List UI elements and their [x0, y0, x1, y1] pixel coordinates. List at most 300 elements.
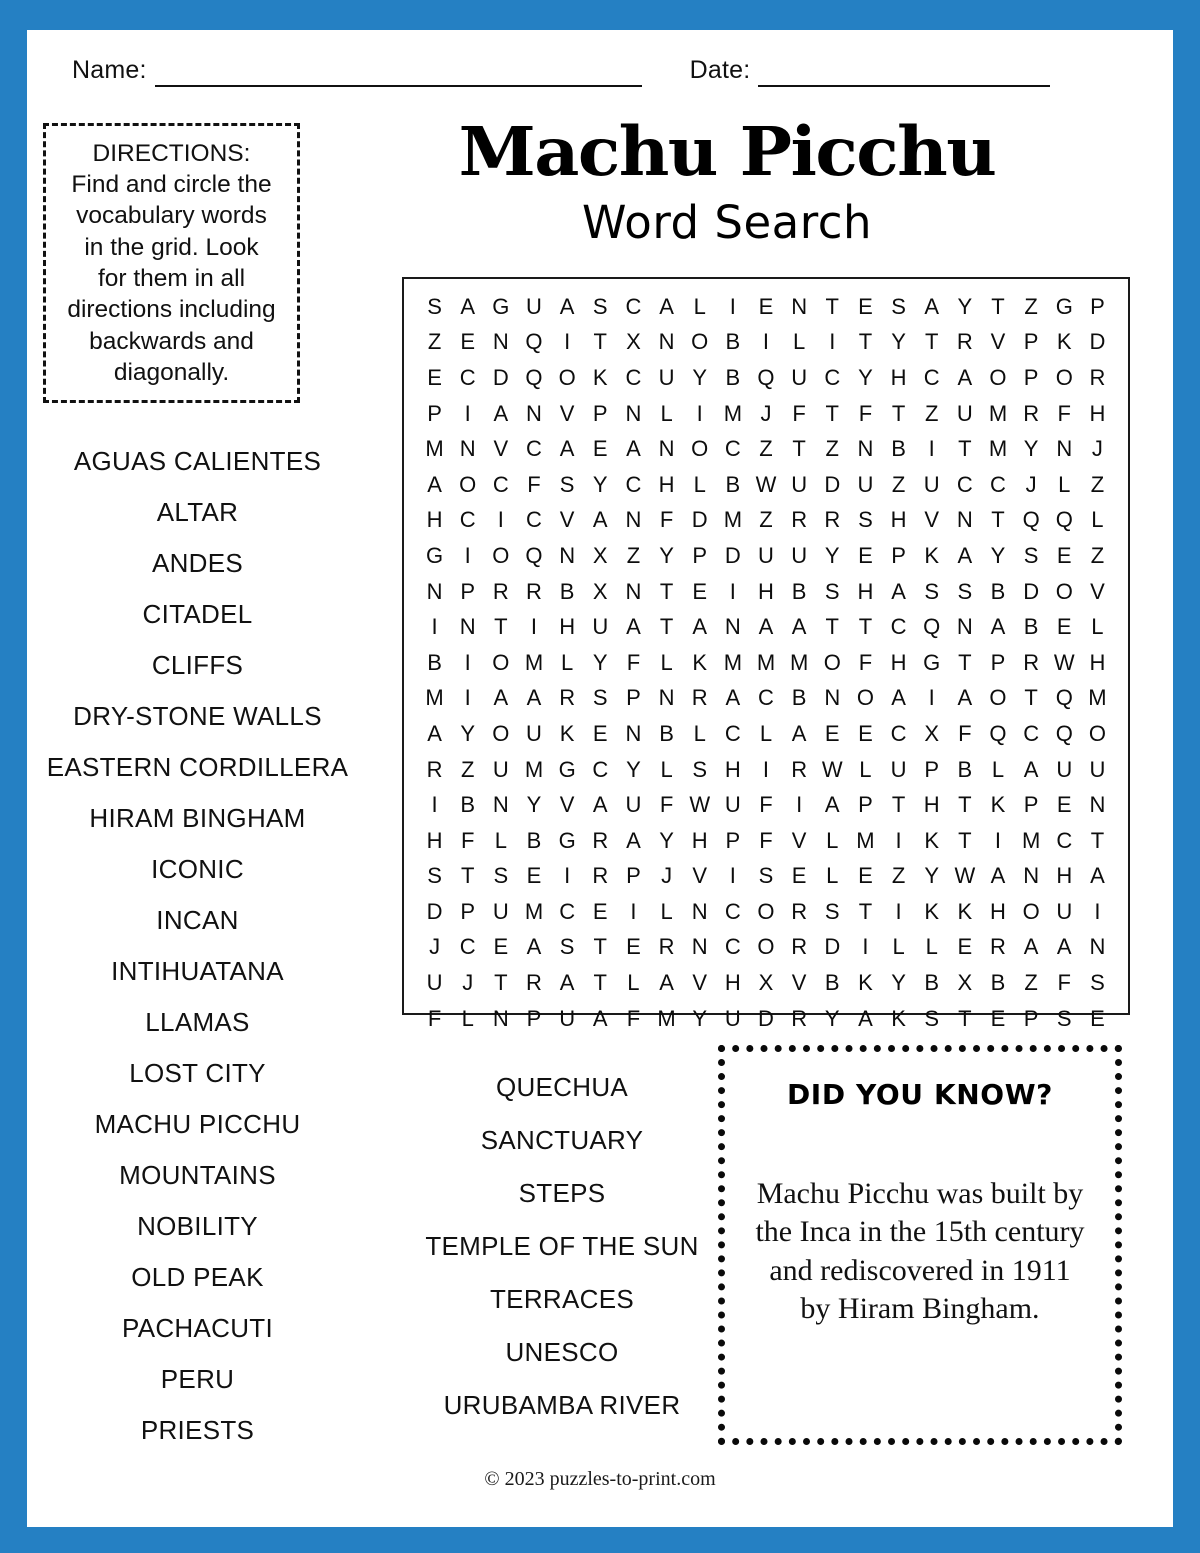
- grid-cell[interactable]: A: [626, 827, 641, 853]
- grid-cell[interactable]: T: [659, 614, 674, 640]
- word-list-item[interactable]: TEMPLE OF THE SUN: [425, 1230, 699, 1261]
- grid-cell[interactable]: T: [991, 293, 1005, 319]
- grid-cell[interactable]: N: [724, 614, 741, 640]
- word-search-grid[interactable]: [418, 289, 1114, 1031]
- grid-cell[interactable]: F: [659, 792, 674, 818]
- grid-cell[interactable]: Z: [460, 756, 475, 782]
- grid-cell[interactable]: T: [958, 1005, 972, 1031]
- grid-cell[interactable]: C: [459, 364, 476, 390]
- grid-cell[interactable]: E: [858, 542, 873, 568]
- grid-cell[interactable]: P: [858, 792, 873, 818]
- grid-cell[interactable]: T: [1090, 827, 1105, 853]
- grid-cell[interactable]: T: [593, 934, 607, 960]
- grid-cell[interactable]: L: [660, 649, 673, 675]
- grid-cell[interactable]: A: [592, 1005, 608, 1031]
- grid-cell[interactable]: A: [559, 436, 575, 462]
- grid-cell[interactable]: M: [723, 400, 743, 426]
- grid-cell[interactable]: T: [825, 400, 839, 426]
- grid-cell[interactable]: A: [626, 614, 641, 640]
- grid-cell[interactable]: U: [492, 898, 509, 924]
- grid-cell[interactable]: F: [858, 649, 873, 675]
- grid-cell[interactable]: T: [593, 970, 607, 996]
- grid-cell[interactable]: O: [492, 649, 510, 675]
- grid-cell[interactable]: M: [988, 436, 1008, 462]
- grid-cell[interactable]: C: [956, 471, 973, 497]
- grid-cell[interactable]: U: [526, 720, 542, 746]
- grid-cell[interactable]: F: [792, 400, 806, 426]
- grid-cell[interactable]: M: [856, 827, 875, 853]
- grid-cell[interactable]: D: [724, 542, 741, 568]
- word-list-item[interactable]: HIRAM BINGHAM: [89, 802, 306, 833]
- grid-cell[interactable]: I: [464, 649, 471, 675]
- grid-cell[interactable]: S: [427, 863, 442, 889]
- grid-cell[interactable]: U: [492, 756, 509, 782]
- grid-cell[interactable]: A: [990, 863, 1006, 889]
- grid-cell[interactable]: Y: [592, 471, 608, 497]
- grid-cell[interactable]: I: [928, 436, 935, 462]
- grid-cell[interactable]: C: [824, 364, 841, 390]
- grid-cell[interactable]: E: [858, 720, 873, 746]
- grid-cell[interactable]: Z: [1090, 471, 1105, 497]
- grid-cell[interactable]: Y: [659, 542, 674, 568]
- grid-cell[interactable]: P: [626, 685, 641, 711]
- grid-cell[interactable]: C: [625, 471, 642, 497]
- grid-cell[interactable]: C: [758, 685, 774, 711]
- word-list-item[interactable]: INTIHUATANA: [111, 955, 284, 986]
- grid-cell[interactable]: S: [957, 578, 973, 604]
- grid-cell[interactable]: M: [988, 400, 1008, 426]
- word-list-item[interactable]: LOST CITY: [129, 1057, 266, 1088]
- grid-cell[interactable]: B: [791, 685, 807, 711]
- grid-cell[interactable]: H: [857, 578, 874, 604]
- grid-cell[interactable]: R: [791, 756, 808, 782]
- grid-cell[interactable]: U: [724, 792, 741, 818]
- grid-cell[interactable]: K: [957, 898, 973, 924]
- grid-cell[interactable]: A: [758, 614, 774, 640]
- grid-cell[interactable]: T: [858, 614, 873, 640]
- grid-cell[interactable]: S: [592, 685, 608, 711]
- grid-cell[interactable]: D: [1089, 329, 1106, 355]
- word-list-item[interactable]: ICONIC: [151, 853, 244, 884]
- grid-cell[interactable]: R: [559, 685, 576, 711]
- grid-cell[interactable]: B: [1023, 614, 1039, 640]
- grid-cell[interactable]: A: [791, 720, 807, 746]
- grid-cell[interactable]: C: [592, 756, 609, 782]
- word-list-item[interactable]: INCAN: [156, 904, 239, 935]
- grid-cell[interactable]: C: [526, 436, 542, 462]
- grid-cell[interactable]: Y: [692, 364, 708, 390]
- grid-cell[interactable]: A: [791, 614, 807, 640]
- grid-cell[interactable]: H: [426, 507, 443, 533]
- grid-cell[interactable]: L: [660, 756, 673, 782]
- grid-cell[interactable]: X: [592, 542, 608, 568]
- grid-cell[interactable]: B: [924, 970, 940, 996]
- grid-cell[interactable]: F: [626, 1005, 641, 1031]
- grid-cell[interactable]: U: [857, 471, 874, 497]
- grid-cell[interactable]: E: [758, 293, 774, 319]
- grid-cell[interactable]: M: [723, 649, 743, 675]
- grid-cell[interactable]: T: [924, 329, 939, 355]
- grid-cell[interactable]: N: [658, 329, 675, 355]
- grid-cell[interactable]: N: [824, 685, 841, 711]
- grid-cell[interactable]: P: [1023, 792, 1039, 818]
- grid-cell[interactable]: T: [659, 578, 674, 604]
- grid-cell[interactable]: I: [431, 614, 438, 640]
- grid-cell[interactable]: R: [791, 898, 808, 924]
- grid-cell[interactable]: Y: [592, 649, 608, 675]
- grid-cell[interactable]: N: [1056, 436, 1073, 462]
- grid-cell[interactable]: E: [1056, 542, 1072, 568]
- grid-cell[interactable]: A: [1023, 934, 1039, 960]
- grid-cell[interactable]: K: [1056, 329, 1072, 355]
- grid-cell[interactable]: S: [559, 934, 575, 960]
- grid-cell[interactable]: Y: [891, 970, 906, 996]
- grid-cell[interactable]: I: [762, 756, 770, 782]
- grid-cell[interactable]: N: [625, 400, 642, 426]
- grid-cell[interactable]: O: [558, 364, 576, 390]
- grid-cell[interactable]: Y: [824, 1005, 840, 1031]
- grid-cell[interactable]: T: [891, 400, 906, 426]
- grid-cell[interactable]: L: [1091, 507, 1104, 533]
- grid-cell[interactable]: B: [990, 578, 1006, 604]
- grid-cell[interactable]: E: [526, 863, 542, 889]
- grid-cell[interactable]: E: [460, 329, 476, 355]
- grid-cell[interactable]: W: [689, 792, 711, 818]
- grid-cell[interactable]: Z: [1024, 970, 1038, 996]
- grid-cell[interactable]: N: [492, 329, 509, 355]
- grid-cell[interactable]: P: [460, 898, 476, 924]
- grid-cell[interactable]: R: [526, 970, 542, 996]
- grid-cell[interactable]: G: [426, 542, 444, 568]
- grid-cell[interactable]: O: [691, 436, 709, 462]
- grid-cell[interactable]: R: [824, 507, 841, 533]
- grid-cell[interactable]: I: [729, 293, 736, 319]
- word-list-item[interactable]: UNESCO: [505, 1336, 619, 1367]
- grid-cell[interactable]: R: [791, 934, 808, 960]
- grid-cell[interactable]: P: [725, 827, 741, 853]
- grid-cell[interactable]: P: [1023, 364, 1039, 390]
- word-list-item[interactable]: ALTAR: [156, 496, 239, 527]
- grid-cell[interactable]: V: [559, 792, 575, 818]
- grid-cell[interactable]: C: [492, 471, 509, 497]
- grid-cell[interactable]: H: [426, 827, 443, 853]
- grid-cell[interactable]: H: [691, 827, 708, 853]
- grid-cell[interactable]: U: [923, 471, 940, 497]
- grid-cell[interactable]: N: [956, 614, 973, 640]
- grid-cell[interactable]: N: [1089, 792, 1106, 818]
- grid-cell[interactable]: B: [891, 436, 906, 462]
- grid-cell[interactable]: D: [691, 507, 708, 533]
- grid-cell[interactable]: I: [829, 329, 836, 355]
- grid-cell[interactable]: C: [459, 934, 476, 960]
- grid-cell[interactable]: D: [1023, 578, 1040, 604]
- grid-cell[interactable]: M: [524, 898, 544, 924]
- grid-cell[interactable]: U: [1089, 756, 1106, 782]
- grid-cell[interactable]: E: [493, 934, 509, 960]
- grid-cell[interactable]: I: [895, 827, 902, 853]
- grid-cell[interactable]: N: [526, 400, 542, 426]
- word-list-item[interactable]: PACHACUTI: [121, 1312, 273, 1343]
- grid-cell[interactable]: N: [791, 293, 808, 319]
- grid-cell[interactable]: N: [625, 578, 642, 604]
- grid-cell[interactable]: E: [791, 863, 807, 889]
- grid-cell[interactable]: Z: [427, 329, 442, 355]
- grid-cell[interactable]: A: [692, 614, 708, 640]
- grid-cell[interactable]: Z: [1090, 542, 1105, 568]
- grid-cell[interactable]: L: [627, 970, 640, 996]
- grid-cell[interactable]: A: [990, 614, 1006, 640]
- grid-cell[interactable]: T: [958, 792, 972, 818]
- grid-cell[interactable]: S: [824, 898, 840, 924]
- grid-cell[interactable]: G: [1055, 293, 1073, 319]
- grid-cell[interactable]: U: [1056, 756, 1073, 782]
- grid-cell[interactable]: Z: [626, 542, 641, 568]
- grid-cell[interactable]: N: [559, 542, 576, 568]
- grid-cell[interactable]: T: [858, 898, 873, 924]
- grid-cell[interactable]: B: [427, 649, 442, 675]
- grid-cell[interactable]: A: [460, 293, 476, 319]
- grid-cell[interactable]: O: [1055, 578, 1073, 604]
- grid-cell[interactable]: P: [1023, 329, 1039, 355]
- grid-cell[interactable]: O: [492, 720, 510, 746]
- word-list-item[interactable]: TERRACES: [490, 1283, 634, 1314]
- grid-cell[interactable]: O: [1055, 364, 1073, 390]
- grid-cell[interactable]: G: [558, 756, 576, 782]
- grid-cell[interactable]: L: [1091, 614, 1104, 640]
- grid-cell[interactable]: C: [526, 507, 542, 533]
- grid-cell[interactable]: A: [559, 293, 575, 319]
- grid-cell[interactable]: H: [890, 507, 907, 533]
- grid-cell[interactable]: Q: [1022, 507, 1040, 533]
- grid-cell[interactable]: G: [492, 293, 510, 319]
- grid-cell[interactable]: E: [1056, 614, 1072, 640]
- grid-cell[interactable]: S: [427, 293, 442, 319]
- grid-cell[interactable]: H: [658, 471, 675, 497]
- grid-cell[interactable]: A: [957, 542, 973, 568]
- grid-cell[interactable]: A: [659, 970, 674, 996]
- grid-cell[interactable]: K: [692, 649, 708, 675]
- grid-cell[interactable]: A: [891, 578, 906, 604]
- grid-cell[interactable]: A: [725, 685, 741, 711]
- grid-cell[interactable]: Z: [924, 400, 939, 426]
- grid-cell[interactable]: Q: [1055, 685, 1073, 711]
- grid-cell[interactable]: V: [791, 970, 807, 996]
- grid-cell[interactable]: U: [791, 364, 808, 390]
- word-list-item[interactable]: OLD PEAK: [131, 1261, 264, 1292]
- grid-cell[interactable]: U: [1056, 898, 1073, 924]
- grid-cell[interactable]: Z: [759, 436, 773, 462]
- grid-cell[interactable]: D: [824, 471, 841, 497]
- grid-cell[interactable]: N: [625, 720, 642, 746]
- grid-cell[interactable]: D: [426, 898, 443, 924]
- grid-cell[interactable]: I: [696, 400, 703, 426]
- date-input-line[interactable]: [758, 61, 1050, 87]
- grid-cell[interactable]: F: [759, 792, 773, 818]
- grid-cell[interactable]: A: [493, 400, 509, 426]
- grid-cell[interactable]: V: [1090, 578, 1105, 604]
- word-list-item[interactable]: URUBAMBA RIVER: [443, 1389, 681, 1420]
- grid-cell[interactable]: C: [990, 471, 1006, 497]
- grid-cell[interactable]: U: [625, 792, 642, 818]
- grid-cell[interactable]: L: [991, 756, 1005, 782]
- grid-cell[interactable]: A: [957, 685, 973, 711]
- grid-cell[interactable]: I: [564, 329, 571, 355]
- grid-cell[interactable]: Q: [923, 614, 941, 640]
- grid-cell[interactable]: U: [890, 756, 907, 782]
- grid-cell[interactable]: R: [1023, 400, 1040, 426]
- grid-cell[interactable]: S: [824, 578, 840, 604]
- grid-cell[interactable]: T: [958, 649, 972, 675]
- grid-cell[interactable]: U: [592, 614, 609, 640]
- grid-cell[interactable]: P: [891, 542, 906, 568]
- grid-cell[interactable]: L: [693, 293, 706, 319]
- grid-cell[interactable]: M: [425, 436, 444, 462]
- grid-cell[interactable]: I: [729, 578, 736, 604]
- grid-cell[interactable]: O: [459, 471, 477, 497]
- grid-cell[interactable]: T: [991, 507, 1005, 533]
- grid-cell[interactable]: C: [625, 293, 642, 319]
- grid-cell[interactable]: C: [724, 898, 741, 924]
- grid-cell[interactable]: E: [1090, 1005, 1105, 1031]
- grid-cell[interactable]: P: [1023, 1005, 1039, 1031]
- grid-cell[interactable]: Q: [989, 720, 1007, 746]
- grid-cell[interactable]: M: [723, 507, 743, 533]
- grid-cell[interactable]: N: [492, 792, 509, 818]
- grid-cell[interactable]: T: [958, 436, 972, 462]
- grid-cell[interactable]: R: [956, 329, 973, 355]
- grid-cell[interactable]: E: [990, 1005, 1006, 1031]
- grid-cell[interactable]: L: [561, 649, 574, 675]
- grid-cell[interactable]: R: [1089, 364, 1106, 390]
- grid-cell[interactable]: Y: [692, 1005, 708, 1031]
- grid-cell[interactable]: I: [1094, 898, 1101, 924]
- grid-cell[interactable]: A: [659, 293, 674, 319]
- grid-cell[interactable]: P: [692, 542, 708, 568]
- grid-cell[interactable]: N: [1023, 863, 1040, 889]
- word-list-item[interactable]: PERU: [160, 1363, 235, 1394]
- grid-cell[interactable]: K: [990, 792, 1006, 818]
- grid-cell[interactable]: Q: [525, 329, 543, 355]
- grid-cell[interactable]: P: [626, 863, 641, 889]
- grid-cell[interactable]: R: [592, 863, 609, 889]
- grid-cell[interactable]: E: [1056, 792, 1072, 818]
- grid-cell[interactable]: Q: [1055, 720, 1073, 746]
- grid-cell[interactable]: V: [924, 507, 940, 533]
- grid-cell[interactable]: V: [692, 863, 708, 889]
- grid-cell[interactable]: U: [791, 542, 808, 568]
- grid-cell[interactable]: A: [1090, 863, 1105, 889]
- word-list-item[interactable]: SANCTUARY: [480, 1124, 644, 1155]
- grid-cell[interactable]: C: [459, 507, 476, 533]
- grid-cell[interactable]: N: [691, 934, 708, 960]
- grid-cell[interactable]: X: [924, 720, 940, 746]
- grid-cell[interactable]: V: [791, 827, 807, 853]
- grid-cell[interactable]: R: [592, 827, 609, 853]
- grid-cell[interactable]: Z: [825, 436, 839, 462]
- grid-cell[interactable]: C: [890, 614, 907, 640]
- word-list-item[interactable]: QUECHUA: [495, 1071, 629, 1102]
- grid-cell[interactable]: E: [858, 863, 873, 889]
- grid-cell[interactable]: O: [1088, 720, 1106, 746]
- grid-cell[interactable]: V: [559, 400, 575, 426]
- grid-cell[interactable]: S: [1056, 1005, 1072, 1031]
- grid-cell[interactable]: L: [826, 827, 839, 853]
- grid-cell[interactable]: O: [757, 898, 775, 924]
- grid-cell[interactable]: C: [625, 364, 642, 390]
- grid-cell[interactable]: Y: [891, 329, 906, 355]
- grid-cell[interactable]: I: [729, 863, 736, 889]
- grid-cell[interactable]: P: [990, 649, 1006, 675]
- grid-cell[interactable]: I: [796, 792, 803, 818]
- grid-cell[interactable]: B: [824, 970, 840, 996]
- word-list-item[interactable]: CLIFFS: [151, 649, 244, 680]
- word-list-item[interactable]: STEPS: [518, 1177, 606, 1208]
- word-list-item[interactable]: PRIESTS: [140, 1414, 255, 1445]
- grid-cell[interactable]: Y: [957, 293, 973, 319]
- grid-cell[interactable]: J: [1025, 471, 1037, 497]
- grid-cell[interactable]: E: [858, 293, 873, 319]
- grid-cell[interactable]: A: [493, 685, 509, 711]
- grid-cell[interactable]: S: [924, 1005, 940, 1031]
- grid-cell[interactable]: A: [592, 792, 608, 818]
- grid-cell[interactable]: A: [626, 436, 641, 462]
- grid-cell[interactable]: F: [858, 400, 873, 426]
- grid-cell[interactable]: H: [890, 649, 907, 675]
- grid-cell[interactable]: F: [958, 720, 972, 746]
- grid-cell[interactable]: B: [725, 471, 741, 497]
- grid-cell[interactable]: B: [791, 578, 807, 604]
- word-list-item[interactable]: EASTERN CORDILLERA: [46, 751, 349, 782]
- grid-cell[interactable]: I: [564, 863, 571, 889]
- grid-cell[interactable]: X: [592, 578, 608, 604]
- grid-cell[interactable]: R: [791, 1005, 808, 1031]
- grid-cell[interactable]: C: [1056, 827, 1073, 853]
- grid-cell[interactable]: M: [756, 649, 776, 675]
- grid-cell[interactable]: G: [558, 827, 576, 853]
- grid-cell[interactable]: Y: [1023, 436, 1039, 462]
- name-input-line[interactable]: [155, 61, 642, 87]
- word-list-item[interactable]: NOBILITY: [137, 1210, 258, 1241]
- grid-cell[interactable]: P: [427, 400, 442, 426]
- grid-cell[interactable]: M: [1088, 685, 1107, 711]
- grid-cell[interactable]: S: [559, 471, 575, 497]
- grid-cell[interactable]: Y: [659, 827, 674, 853]
- grid-cell[interactable]: H: [724, 970, 741, 996]
- grid-cell[interactable]: T: [494, 614, 508, 640]
- grid-cell[interactable]: C: [559, 898, 576, 924]
- grid-cell[interactable]: H: [1056, 863, 1073, 889]
- grid-cell[interactable]: L: [693, 720, 706, 746]
- grid-cell[interactable]: Y: [924, 863, 940, 889]
- grid-cell[interactable]: K: [924, 898, 940, 924]
- grid-cell[interactable]: T: [825, 293, 839, 319]
- grid-cell[interactable]: K: [559, 720, 575, 746]
- grid-cell[interactable]: F: [659, 507, 674, 533]
- grid-cell[interactable]: A: [592, 507, 608, 533]
- grid-cell[interactable]: A: [957, 364, 973, 390]
- grid-cell[interactable]: E: [626, 934, 641, 960]
- grid-cell[interactable]: E: [692, 578, 708, 604]
- grid-cell[interactable]: A: [1023, 756, 1039, 782]
- grid-cell[interactable]: Y: [460, 720, 476, 746]
- grid-cell[interactable]: S: [493, 863, 509, 889]
- grid-cell[interactable]: R: [691, 685, 708, 711]
- grid-cell[interactable]: A: [526, 685, 542, 711]
- grid-cell[interactable]: Y: [824, 542, 840, 568]
- grid-cell[interactable]: Z: [1024, 293, 1038, 319]
- word-list-item[interactable]: AGUAS CALIENTES: [73, 445, 322, 476]
- grid-cell[interactable]: A: [1056, 934, 1072, 960]
